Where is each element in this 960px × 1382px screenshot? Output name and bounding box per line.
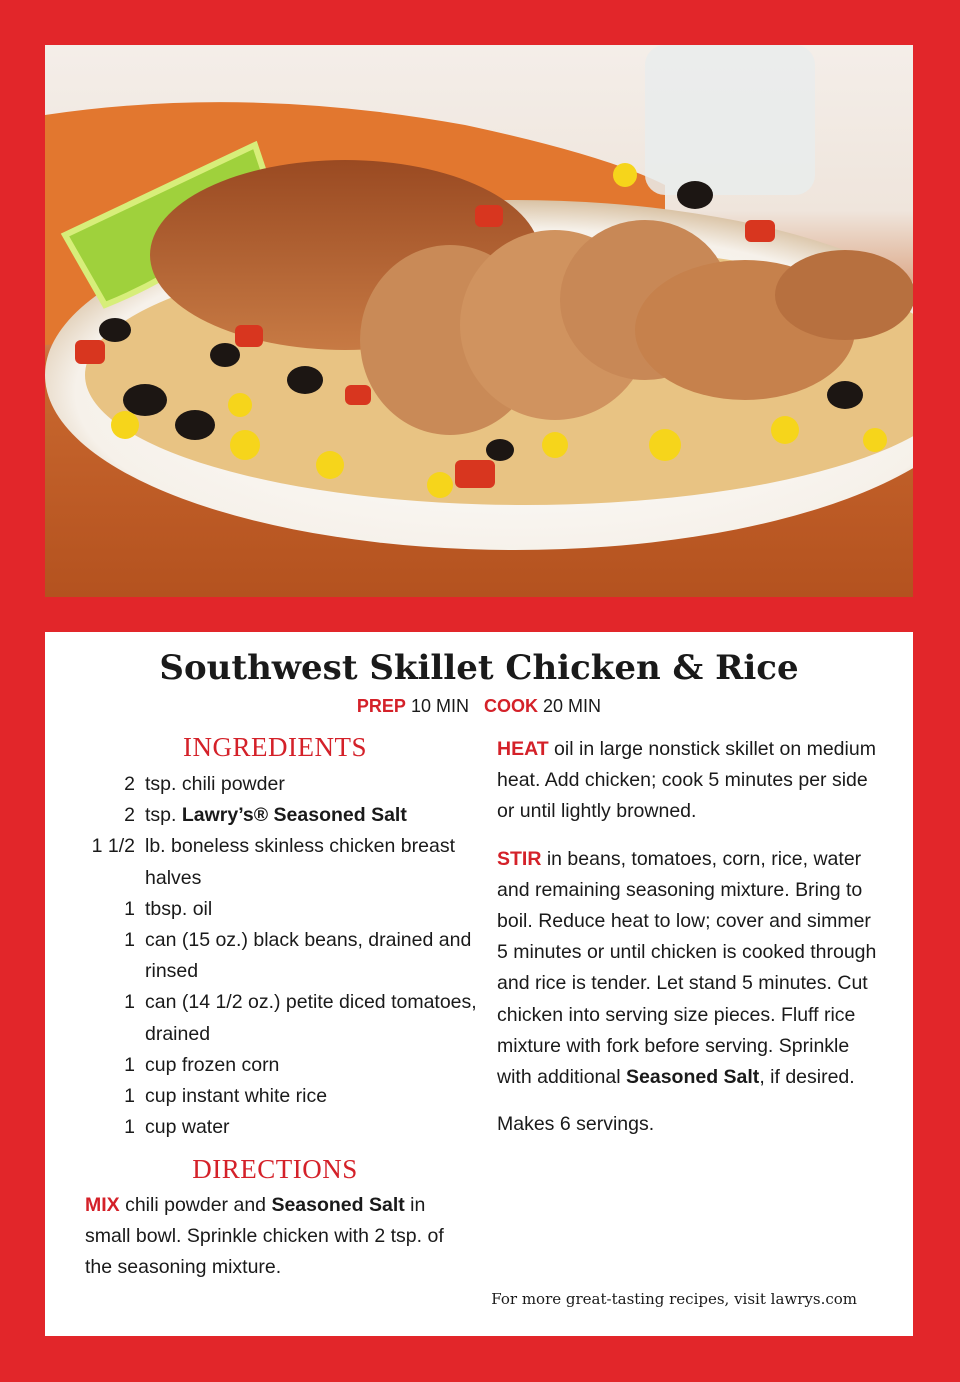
ingredient-text: tsp. chili powder <box>145 773 285 795</box>
chicken-slice <box>775 250 913 340</box>
ingredient-item <box>85 769 485 800</box>
recipe-photo <box>45 45 913 597</box>
step-verb: MIX <box>85 1194 120 1216</box>
direction-step-stir <box>497 844 887 1094</box>
ingredient-desc <box>145 769 485 800</box>
recipe-title: Southwest Skillet Chicken & Rice <box>159 648 799 688</box>
glass <box>645 45 815 195</box>
ingredients-list <box>85 769 485 1143</box>
step-text: chili powder and <box>119 1194 272 1216</box>
footer-note: For more great-tasting recipes, visit lawrys.com <box>491 1290 857 1308</box>
ingredient-item <box>85 1081 485 1112</box>
ingredient-qty: 2 <box>124 804 135 827</box>
ingredient-desc <box>145 987 485 1049</box>
ingredient-qty: 1 <box>124 929 135 952</box>
ingredient-desc <box>145 925 485 987</box>
directions-heading: DIRECTIONS <box>192 1154 358 1184</box>
ingredient-desc <box>145 894 485 925</box>
ingredient-desc <box>145 831 485 893</box>
servings: Makes 6 servings. <box>497 1113 655 1136</box>
recipe-card <box>45 632 913 1336</box>
ingredients-heading: INGREDIENTS <box>183 732 367 762</box>
step-verb: STIR <box>497 847 542 870</box>
ingredient-desc <box>145 800 485 831</box>
ingredient-text: tbsp. oil <box>145 897 213 920</box>
step-bold-text: Seasoned Salt <box>626 1066 760 1089</box>
ingredient-item <box>85 800 485 831</box>
ingredient-item <box>85 831 485 893</box>
ingredient-text: tsp. <box>145 804 182 827</box>
cook-value: 20 MIN <box>543 696 602 716</box>
ingredient-qty: 1 <box>124 897 135 920</box>
step-text: oil in large nonstick skillet on medium heat. Add chicken; cook 5 minutes per side or until lightly browned. <box>497 738 876 823</box>
step-text: in beans, tomatoes, corn, rice, water and remaining seasoning mixture. Bring to boil. Reduce heat to low; cover and simmer 5 minutes or until chicken is cooked through and rice is tender. Let stand 5 minutes. Cut chicken into serving size pieces. Fluff rice mixture with fork before serving. Sprinkle with additional <box>497 847 877 1089</box>
prep-value: 10 MIN <box>410 696 469 716</box>
ingredient-text: can (14 1/2 oz.) petite diced tomatoes, drained <box>145 991 477 1045</box>
ingredient-text: cup frozen corn <box>145 1053 280 1076</box>
recipe-times <box>45 696 913 717</box>
step-verb: HEAT <box>497 738 549 760</box>
prep-label: PREP <box>356 696 406 716</box>
ingredient-qty: 1 1/2 <box>91 835 135 858</box>
ingredient-qty: 1 <box>124 1085 135 1108</box>
ingredient-text: cup instant white rice <box>145 1085 328 1108</box>
step-text: in small bowl. Sprinkle chicken with 2 tsp. of the seasoning mixture. <box>85 1194 444 1279</box>
step-bold-text: Seasoned Salt <box>271 1194 405 1216</box>
ingredient-qty: 1 <box>124 1116 135 1139</box>
dish-illustration <box>45 45 913 597</box>
cook-label: COOK <box>484 696 539 716</box>
ingredient-desc <box>145 1050 485 1081</box>
ingredient-text: lb. boneless skinless chicken breast halves <box>145 835 455 889</box>
ingredient-item <box>85 1112 485 1143</box>
ingredient-qty: 1 <box>124 991 135 1014</box>
direction-step-mix <box>85 1190 465 1284</box>
ingredient-bold-text: Lawry’s® Seasoned Salt <box>181 804 407 827</box>
directions-right-column <box>497 734 887 1156</box>
step-text: , if desired. <box>759 1066 855 1089</box>
ingredient-qty: 1 <box>124 1053 135 1076</box>
ingredient-item <box>85 925 485 987</box>
ingredient-item <box>85 894 485 925</box>
ingredient-text: can (15 oz.) black beans, drained and rinsed <box>145 929 472 983</box>
direction-step-heat <box>497 734 887 828</box>
ingredient-text: cup water <box>145 1116 230 1139</box>
ingredient-item <box>85 987 485 1049</box>
ingredient-desc <box>145 1081 485 1112</box>
ingredient-desc <box>145 1112 485 1143</box>
ingredient-qty: 2 <box>124 773 135 795</box>
ingredient-item <box>85 1050 485 1081</box>
